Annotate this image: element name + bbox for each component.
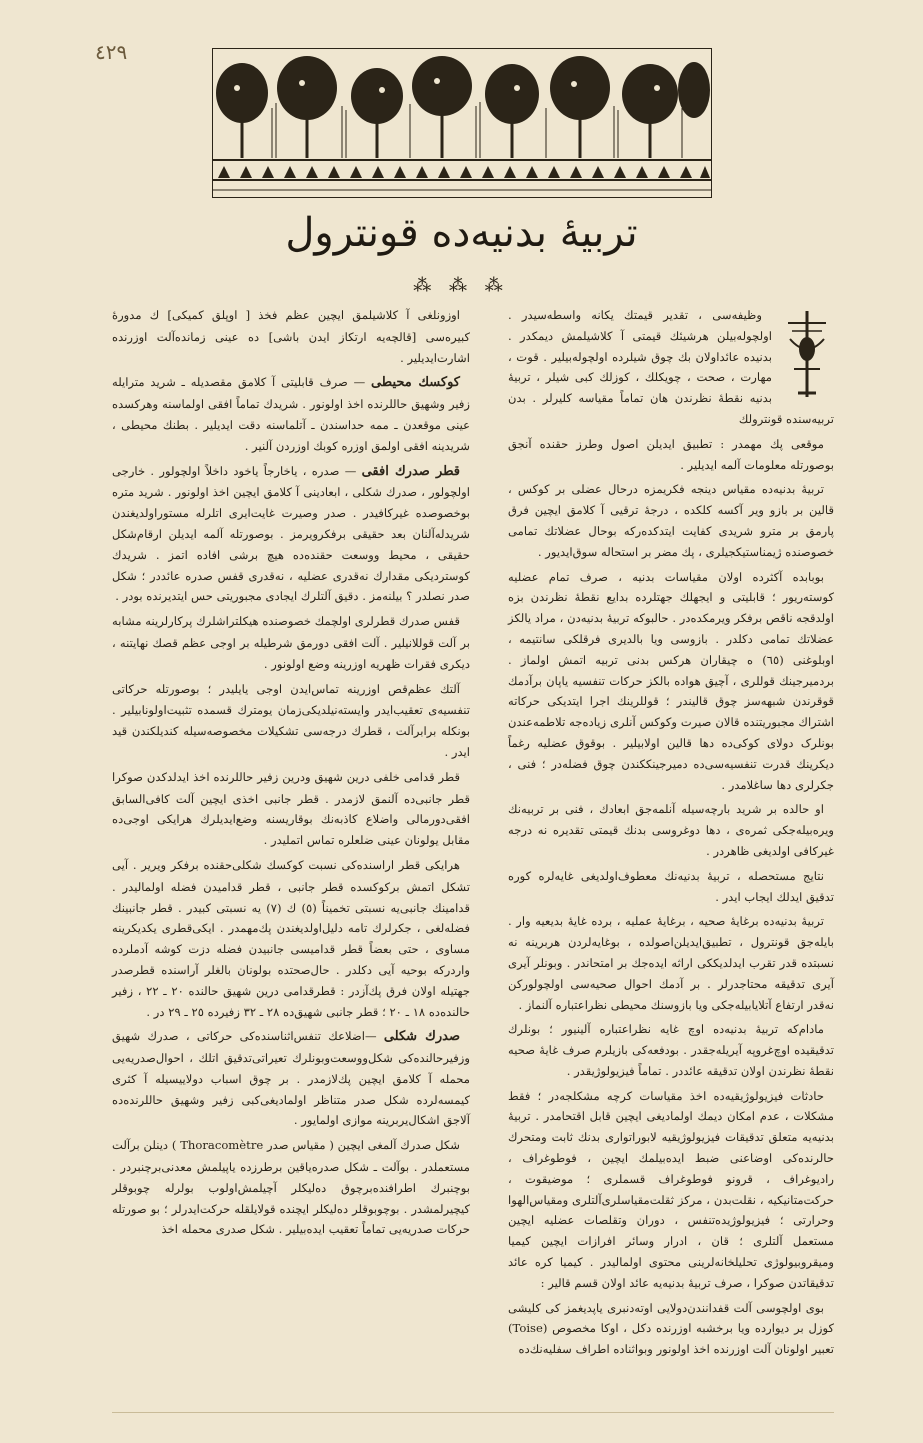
paragraph: بوبابده آکثرده اولان مقیاسات بدنیه ، صرف تمام عضلیه کوسته‌ریور ؛ قابلیتی و ایجهلك جهتلرده بدایع نقطهٔ نظرندن بزه اولدقجه ناقص برفکر ویرمکده‌در . حالبوکه تربیهٔ بدنیه‌دن ، مراد یالکز عضلاتك تمامی دکلدر . بازوسی ویا بالدیری فرقلکی سانتیمه ، اوبلوغنی (٦٥) ه چیقاران هرکس بدنی تربیه اتمش اولماز . بردمیرجینك قوللری ، آچیق هواده بالکز حرکات تنفسیه یاپان برآدمك قوقرندن شبهه‌سز چوق قالیندر ؛ قوللرینك اجرا ایتدیکی حرکاته اشتراك مجبوریتنده قالان صیرت وکوکس آنلری زیاده‌جه تلاطمه‌عندن بونلرک دولای کوکی‌ده دها قالین اولابیلیر . بوقوق عضلیه رغماً دیکرینك قدرت تنفسیه‌سی‌ده دمیرجینککندن چوق فضله‌در ؛ فنی ، جکرلری دها ساغلامدر . (508, 569, 834, 792)
page-number: ٤٢٩ (95, 40, 128, 64)
paragraph-text: — صدره ، یاخارجاً یاخود داخلاً اولچولور . خارجی اولچولور ، صدرك شکلی ، ابعادینی آ کلامق ایچین اخذ اولونور . شرید متره بوخصوصده غیرکافیدر . صدر وصیرت غایت‌ایری اتلرله مستوراولدیغندن شریدله‌آلنان بعد حقیقی برفکرویرمز . بوصورتله آلمه ایدیلن ارقام‌شکل حقیقی ، محیط ووسعت حقنده‌ده هیچ برشی افاده اتمز . شریدك کوستردیکی مقدارك نه‌قدری عضلیه ، نه‌قدری قفس صدره عائددر ؛ شکل صدر نصلدر ؟ بیلنه‌مز . دقیق آلتلرك ایجادی مجبوریتی حس ایتدیرنده بودر . (112, 463, 470, 604)
paragraph: مادام‌که تربیهٔ بدنیه‌ده اوچ غایه نظراعتباره آلینیور ؛ بونلرك تدقیقیده اوچ‌غروپه آیریله‌جقدر . بودفعه‌کی بازیلرم صرف غایهٔ صحیه نقطهٔ نظرندن اولان تدقیقه عائددر . تماماً فیزیولوژیقدر . (508, 1022, 834, 1078)
paragraph (112, 305, 470, 368)
paragraph-text: شکل صدرك آلمغی ایچین ( مقیاس صدر Thoracomètre ) دینلن برآلت مستعملدر . بوآلت ـ شکل صدره‌یاقین برطرزده یاپیلمش معدنی‌برچنبردر . بوچنبرك اطرافنده‌برچوق ده‌لیکلر آچیلمش‌اولوب بولرله چوبوقلر کیچیرلمشدر . بوچوبوقلر ده‌لیکلر ایچنده قولایلقله حرکت‌ایدرلر ؛ بو صورتله حرکات صدریه‌یی تماماً تعقیب ایده‌بیلیر . شکل صدری محمله اخذ (112, 1138, 470, 1237)
paragraph-text: —اضلاعك تنفس‌اثناسنده‌کی حرکاتی ، صدرك شهیق وزفیرحالنده‌کی شکل‌ووسعت‌وبونلرك تعیراتی‌تدقیق اتلك ، احوال‌صدریه‌یی محمله آ کلامق ایچین پك‌لازمدر . بر چوق اسباب دولاییسیله آ کثری کیمسه‌لرده شکل صدر متناظر اولمادیغی‌کبی زفیر وشهیق حاللرنده‌ده آلاجق اشکال‌یربرینه موازی اولمایور . (112, 1029, 470, 1128)
paragraph: تربیهٔ بدنیه‌ده مقیاس دینجه فکریمزه درحال عضلی بر کوکس ، قالین بر بازو ویر آکسه کلکده ، درجهٔ ترقیی آ کلامق ایچین فرق پارمق بر مترو شریدی کفایت ایتدکده‌رکه بوحال عضلاتك تمامی خصوصنده ژیمناستیکجیلری ، پك مضر بر استحاله سوق‌ایدیور . (508, 482, 834, 559)
paragraph: نتایج مستحصله ، تربیهٔ بدنیه‌نك معطوف‌اولدیغی غایه‌لره کوره تدقیق ایدلك ایجاب ایدر . (508, 868, 834, 904)
paragraph (112, 767, 470, 851)
paragraph: حادثات فیزیولوژیقیه‌ده اخذ مقیاسات کرچه مشکلجه‌در ؛ فقط مشکلات ، عدم امکان دیمك اولمادیغی ایچین قابل اقتحامدر . تربیهٔ بدنیه‌یه متعلق تدقیقات فیزیولوژیقیه لابوراتواری بدنك ثابت ومتحرك حالرنده‌کی اوضاعنی ضبط ایده‌بیلمك ایچین ، فوطوغراف ، رادیوغراف ، قرونو فوطوغراف قسملری ؛ موضیقوت ، حرکت‌متانیکیه ، نقلت‌بدن ، مرکز ثقلت‌مقیاسلری‌آلتلری ومقیاس‌الهوا وحرارتی ؛ فیزیولوژیده‌تنفس ، دوران وتقلصات عضلیه ایچین مستعمل آلتلری ؛ قان ، ادرار وسائر افرازات ایچین کیمیا ومیقروبیولوژی تحلیلخانه‌لرینی محتوی اولمالیدر . کیمیا کره عائد تدقیقاتدن صوکرا ، صرف تربیهٔ بدنیه‌یه عائد اولان قسم قالیر : (508, 1088, 834, 1290)
paragraph (112, 679, 470, 763)
section-heading: صدرك شکلی (383, 1029, 461, 1045)
paragraph-text: آلتك عظم‌قص اوزرینه تماس‌ایدن اوجی یایلیدر ؛ بوصورتله حرکاتی تنفسیه‌ی تعقیب‌ایدر وایسته‌نیلدیکی‌زمان یومترك قسمده تثبیت‌اولونابیلیر . بونکله برابرآلت ، قطرك درجه‌سی تشکیلات مخصوصه‌سیله کندیلکندن قید ایدر . (112, 681, 470, 759)
title-divider: ⁂ ⁂ ⁂ (413, 275, 509, 296)
paragraph-text: اوزونلغی آ کلاشیلمق ایچین عظم فخذ [ اوپلق کمیکی] ك مدورهٔ کبیره‌سی [قالچه‌یه ارتکاز ایدن باشی] ده عینی زمانده‌آلت اوزرنده اشارت‌ایدیلیر . (112, 308, 470, 365)
paragraph: موقعی پك مهمدر : تطبیق ایدیلن اصول وطرز حقنده آنجق بوصورتله معلومات آلمه ایدیلیر . (508, 436, 834, 472)
section-heading: کوکسك محیطی (370, 375, 460, 391)
paragraph: او حالده بر شرید بارچه‌سیله آنلمه‌جق ابعادك ، فنی بر تربیه‌نك ویره‌بیله‌جکی ثمره‌ی ، دها دوغروسی بدنك قیمتی تقدیره نه درجه غیرکافی اولدیغی ظاهردر . (508, 802, 834, 858)
paragraph (112, 1026, 470, 1131)
paragraph-text: قطر قدامی خلفی درین شهیق ودرین زفیر حاللرنده اخذ ایدلدکدن صوکرا قطر جانبی‌ده آلنمق لازمدر . قطر جانبی اخذی ایچین آلت کافی‌السابق افقی‌دورمالی واضلاع کاذبه‌نك بوقاریسنه وضع‌ایدیلرك هرایکی اوجی‌ده مقابل یولونان عینی ضلعلره تماس اتملیدر . (112, 769, 470, 848)
paragraph (112, 1135, 470, 1240)
paragraph: وظیفه‌سی ، تقدیر قیمتك یکانه واسطه‌سیدر . اولچوله‌بیلن هرشیئك قیمتی آ کلاشیلمش دیمکدر . بدنیده عائداولان بك چوق شیلرده اولچوله‌بیلیر . قوت ، مهارت ، صحت ، چویکلك ، کوزلك کبی شیلر ، تربیهٔ بدنیه نقطهٔ نظرندن هان تماماً مقیاسه کلیرلر . بدن تربیه‌سنده قونترولك (508, 308, 834, 426)
paragraph-text: قفس صدرك قطرلری اولچمك خصوصنده هیکلتراشلرك پرکارلرینه مشابه بر آلت قوللانیلیر . آلت افقی دورمق شرطیله بر اوجی عظم قصك نهایتنه ، دیکری فقرات ظهریه اوزرینه وضع اولونور . (112, 614, 470, 671)
paragraph-text: — صرف قابلیتی آ کلامق مقصدیله ـ شرید مترایله زفیر وشهیق حاللرنده اخذ اولونور . شریدك تماماً افقی اولماسنه وهرکسده عینی موقعدن ـ ممه حداسندن ـ آتلماسنه دقت ایدیلیر . بطنك محیطی ، شریدینه افقی اولمق اوزره کوبك اوزردن آلنیر . (112, 375, 470, 453)
paragraph (112, 855, 470, 1022)
tree-landscape-illustration (212, 48, 712, 198)
left-column (112, 305, 470, 1244)
measuring-apparatus-illustration (780, 309, 834, 399)
paragraph: تربیهٔ بدنیه‌ده برغایهٔ صحیه ، برغایهٔ عملیه ، برده غایهٔ بدیعیه وار . بایله‌جق قونترول ، تطبیق‌ایدیلن‌اصولده ، بوغایه‌لردن هربرینه نه‌ نسبتده قدر تقرب ایدلدیککی اراثه ایده‌جك بر امتحاندر . وبونلر آیری آیری تدقیقه محتاجدرلر . بر آدمك احوال صحیه‌سی اولچولورکن نه‌قدر ارتفاع آتلایابیله‌جکی ویا بازوسنك محیطی نظراعتباره آلنماز . (508, 914, 834, 1012)
paragraph (112, 611, 470, 674)
paragraph (112, 372, 470, 456)
bottom-divider (112, 1412, 834, 1413)
right-column (508, 305, 834, 1364)
paragraph: بوی اولچوسی آلت قفدانندن‌دولایی اوته‌دنبری یاپدیغمز کی کلیشی کوزل بر دیوارده ویا برخشبه اوزرنده دکل ، اوکا مخصوص (Toise) تعبیر اولونان آلت اوزرنده اخذ اولونور وبواثناده اطراف سفلیه‌نك‌ده (508, 1300, 834, 1357)
paragraph (112, 461, 470, 608)
paragraph-text: هرایکی قطر اراسنده‌کی نسبت کوکسك شکلی‌حقنده برفکر ویریر . آیی تشکل اتمش برکوکسده قطر جانبی ، قطر قدامیدن فضله اولمالیدر . قدامینك جانبی‌یه نسبتی تخمیناً (٥) ك (٧) یه نسبتی کبیدر . قطر جانبینك فضله‌لغی ، جکرلرك تامه دلیل‌اولدیغندن پك‌مهمدر . ایکی‌قطری یکدیکرینه مساوی ، حتی بعضاً قطر قدامیسی جانبیدن فضله دزت کوشه آدملرده واردرکه بوحیه آیی دکلدر . حال‌صحتده بولونان بالغلر آراسنده قطرصدر جهتیله اولان فرق پك‌آزدر : قطرقدامی درین شهیق حالنده ٢٠ ـ ٢٢ ، زفیر حالنده‌ده ١٨ ـ ٢٠ ؛ قطر جانبی شهیق‌ده ٢٨ ـ ٣٢ زفیرده ٢٥ ـ ٢٩ در . (112, 857, 470, 1019)
article-title: تربیهٔ بدنیه‌ده قونترول (285, 210, 638, 256)
section-heading: قطر صدرك افقی (361, 463, 460, 479)
